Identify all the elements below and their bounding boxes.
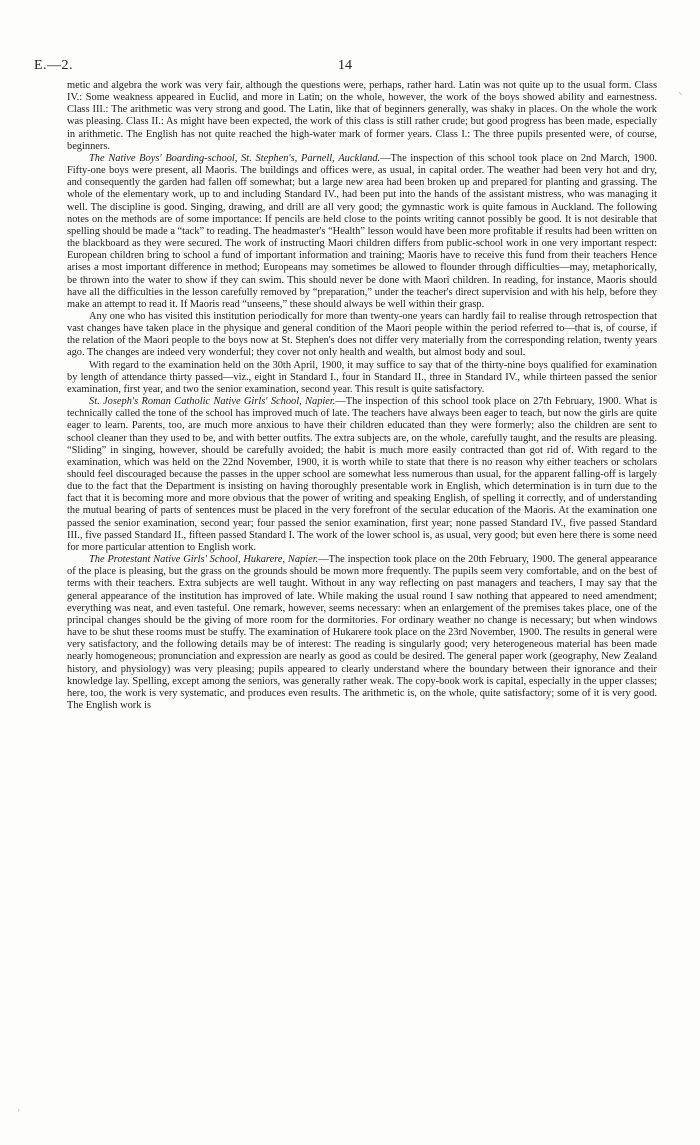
paragraph-st-josephs-text: —The inspection of this school took place on 27th February, 1900. What is technically called the tone of the school has improved much of late. The teachers have always been eager to teach, but now the girls are quite eager to learn. Parents, too, are much more anxious to have their children educated than they were formerly; also the children are sent to school cleaner than they used to be, and with better outfits. The extra subjects are, on the whole, carefully taught, and the results are pleasing. “Sliding” in singing, however, should be carefully avoided; the habit is much more easily contracted than got rid of. With regard to the examination, which was held on the 22nd November, 1900, it is worth while to state that there is no reason why either teachers or scholars should feel discouraged because the passes in the upper school are somewhat less numerous than usual, for the apparent falling-off is largely due to the fact that the Department is insisting on having thoroughly presentable work in English, which determination is in turn due to the fact that it is becoming more and more obvious that the power of writing and speaking English, of spelling it correctly, and of understanding the mutual bearing of parts of sentences must be placed in the very forefront of the secular education of the Maoris. At the examination one passed the senior examination, second year; four passed the senior examination, first year; none passed Standard IV., five passed Standard III., five passed Standard II., fifteen passed Standard I. The work of the lower school is, as usual, very good; but even here there is some need for more particular attention to English work. (67, 396, 658, 553)
paragraph-hukarere-text: —The inspection took place on the 20th February, 1900. The general appearance of the place is pleasing, but the grass on the grounds should be mown more frequently. The pupils seem very comfortable, and on the best of terms with their teachers. Extra subjects are well taught. Without in any way reflecting on past managers and teachers, I may say that the general appearance of the institution has improved of late. While making the usual round I saw nothing that appeared to need amendment; everything was neat, and even tasteful. One remark, however, seems necessary: when an enlargement of the premises takes place, one of the principal changes should be the giving of more room for the dormitories. For ordinary weather no change is necessary; but when windows have to be shut these rooms must be stuffy. The examination of Hukarere took place on the 23rd November, 1900. The results in general were very satisfactory, and the following details may be of interest: The reading is singularly good; very heterogeneous material has been made nearly homogeneous; pronunciation and expression are nearly as good as could be desired. The general paper work (geography, New Zealand history, and physiology) was very pleasing; pupils appeared to clearly understand where the boundary between their ignorance and their knowledge lay. Spelling, except among the seniors, was generally rather weak. The copy-book work is capital, especially in the upper classes; here, too, the work is very systematic, and produces even results. The arithmetic is, on the whole, quite satisfactory; some of it is very good. The English work is (67, 554, 657, 711)
paragraph-retrospection-text: Any one who has visited this institution periodically for more than twenty-one years can hardly fail to realise through retrospection that vast changes have taken place in the physique and general condition of the Maori people within the period referred to—that is, of course, if the relation of the Maori people to the boys now at St. Stephen's does not differ very materially from the corresponding relation, twenty years ago. The changes are indeed very wonderful; they cover not only health and wealth, but almost body and soul. (67, 310, 657, 359)
scan-tick-mark: ' (18, 1108, 20, 1118)
paragraph-st-stephens (67, 153, 657, 311)
paragraph-examination (67, 360, 657, 396)
section-heading-st-josephs: St. Joseph's Roman Catholic Native Girls' School, Napier. (89, 396, 336, 408)
paragraph-st-stephens-text: —The inspection of this school took place on 2nd March, 1900. Fifty-one boys were present, all Maoris. The buildings and offices were, as usual, in capital order. The weather had been very hot and dry, and consequently the garden had fallen off somewhat; but a large new area had been broken up and prepared for planting and grassing. The whole of the elementary work, up to and including Standard IV., had been put into the hands of the assistant mistress, who was managing it well. The discipline is good. Singing, drawing, and drill are all very good; the gymnastic work is quite famous in Auckland. The following notes on the methods are of some importance: If pencils are held close to the points writing cannot possibly be good. It is not desirable that spelling should be made a “tack” to reading. The headmaster's “Health” lesson would have been more profitable if results had been written on the blackboard as they were secured. The work of instructing Maori children differs from public-school work in one very important respect: European children bring to school a fund of important information and training; Maoris have to receive this fund from their teachers Hence arises a most important difference in method; Europeans may sometimes be allowed to flounder through difficulties—may, metaphorically, be thrown into the water to show if they can swim. This should never be done with Maori children. In reading, for instance, Maoris should have all the difficulties in the lesson carefully removed by “preparation,” under the teacher's direct supervision and with his help, before they make an attempt to read it. If Maoris read “unseens,” these should always be well within their grasp. (67, 152, 657, 310)
paragraph-examination-text: With regard to the examination held on the 30th April, 1900, it may suffice to say that of the thirty-nine boys qualified for examination by length of attendance thirty passed—viz., eight in Standard I., four in Standard II., three in Standard IV., while thirteen passed the senior examination, first year, and two the senior examination, second year. This result is quite satisfactory. (67, 359, 657, 395)
paragraph-1-text: metic and algebra the work was very fair, although the questions were, perhaps, rather hard. Latin was not quite up to the usual form. Class IV.: Some weakness appeared in Euclid, and more in Latin; on the whole, however, the work of the boys showed ability and earnestness. Class III.: The arithmetic was very strong and good. The Latin, like that of beginners generally, was shaky in places. On the whole the work was pleasing. Class II.: As might have been expected, the work of this class is still rather crude; but good progress has been made, especially in arithmetic. The English has not quite reached the high-water mark of former years. Class I.: The three pupils presented were, of course, beginners. (67, 80, 657, 152)
paragraph-1 (67, 80, 657, 153)
page-number: 14 (338, 58, 352, 73)
section-heading-st-stephens: The Native Boys' Boarding-school, St. Stephen's, Parnell, Auckland. (89, 152, 381, 164)
page-body (67, 80, 657, 712)
paragraph-hukarere (67, 554, 657, 712)
paragraph-retrospection (67, 311, 657, 360)
scan-speck-mark: ⸌ (678, 90, 683, 100)
section-heading-hukarere: The Protestant Native Girls' School, Hukarere, Napier. (89, 554, 319, 566)
report-reference: E.—2. (34, 58, 74, 73)
paragraph-st-josephs (67, 396, 657, 554)
